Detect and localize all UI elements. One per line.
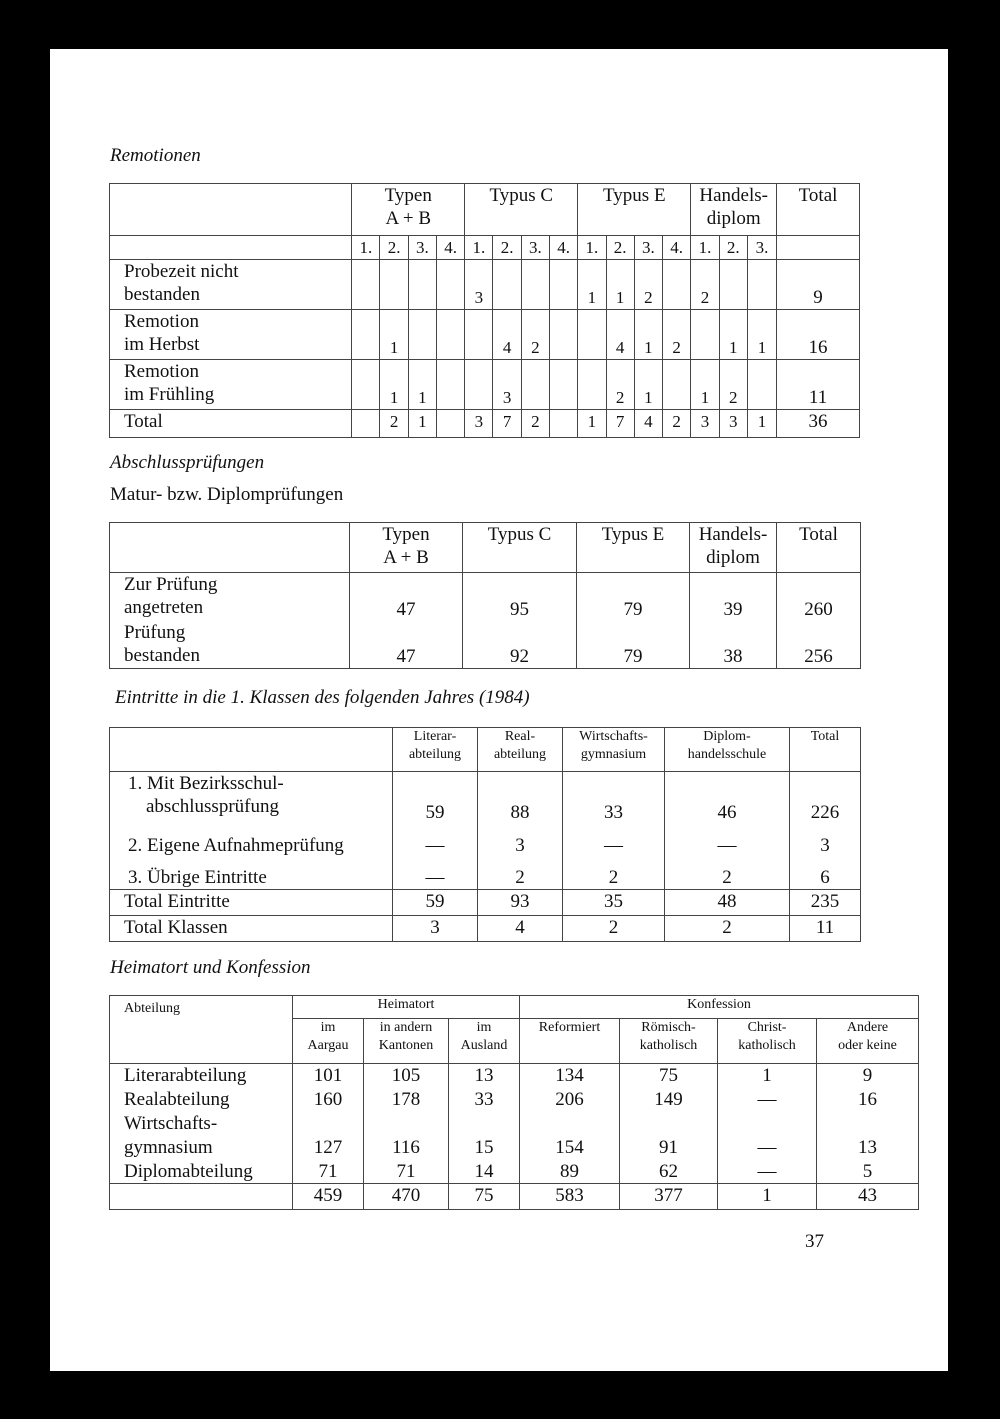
- table-row: [110, 772, 861, 824]
- group-label: diplom: [706, 208, 761, 229]
- eintritte-title: Eintritte in die 1. Klassen des folgenden Jahres (1984): [115, 687, 530, 708]
- cell: 127: [293, 1136, 364, 1160]
- cell: 2: [606, 360, 634, 410]
- cell: 75: [620, 1064, 718, 1088]
- cell: [352, 260, 380, 310]
- cell: [747, 360, 776, 410]
- cell: 13: [817, 1136, 919, 1160]
- eintritte-table: [109, 727, 861, 942]
- cell: 1: [380, 360, 408, 410]
- total-cell: 11: [777, 360, 860, 410]
- totals-row: [110, 1184, 919, 1210]
- konfession-head: Konfession: [520, 996, 919, 1019]
- cell: 2: [521, 310, 549, 360]
- cell: 16: [817, 1088, 919, 1112]
- head-wirtschaft: Wirtschafts- gymnasium: [563, 728, 665, 772]
- cell: 1: [408, 360, 436, 410]
- cell: [691, 310, 719, 360]
- heimat-title: Heimatort und Konfession: [110, 957, 311, 978]
- subhead: Reformiert: [520, 1019, 620, 1064]
- row-label: Total: [110, 410, 352, 438]
- subcol: 4.: [663, 236, 691, 260]
- subhead: im Ausland: [449, 1019, 520, 1064]
- abschluss-title: Abschlussprüfungen: [110, 452, 265, 473]
- cell: 256: [777, 621, 861, 669]
- cell: [663, 260, 691, 310]
- cell: 1: [634, 360, 662, 410]
- total-cell: 1: [718, 1184, 817, 1210]
- row-label: Wirtschafts-: [110, 1112, 293, 1136]
- cell: 93: [478, 890, 563, 916]
- remotionen-table: [109, 183, 860, 438]
- cell: 62: [620, 1160, 718, 1184]
- group-label: A + B: [385, 208, 431, 229]
- cell: 3: [790, 824, 861, 857]
- head-typen-ab: Typen A + B: [350, 523, 463, 573]
- row-label: Realabteilung: [110, 1088, 293, 1112]
- group-label: Handels-: [699, 185, 768, 206]
- cell: 1: [747, 310, 776, 360]
- document-page: [50, 49, 948, 1371]
- total-cell: 43: [817, 1184, 919, 1210]
- subcol: 4.: [436, 236, 464, 260]
- table-row: [110, 1112, 919, 1136]
- page-number: 37: [805, 1231, 824, 1252]
- cell: 14: [449, 1160, 520, 1184]
- cell: —: [563, 824, 665, 857]
- cell: 35: [563, 890, 665, 916]
- subcol: 2.: [606, 236, 634, 260]
- cell: [352, 360, 380, 410]
- cell: 13: [449, 1064, 520, 1088]
- subhead: Christ- katholisch: [718, 1019, 817, 1064]
- cell: 9: [817, 1064, 919, 1088]
- pruefung-table: [109, 522, 861, 669]
- cell: 91: [620, 1136, 718, 1160]
- cell: 154: [520, 1136, 620, 1160]
- subcol: 2.: [380, 236, 408, 260]
- cell: [549, 260, 577, 310]
- row-label: Literarabteilung: [110, 1064, 293, 1088]
- cell: 1: [719, 310, 747, 360]
- cell: 3: [465, 410, 493, 438]
- subcol: 3.: [521, 236, 549, 260]
- total-cell: 36: [777, 410, 860, 438]
- cell: [663, 360, 691, 410]
- cell: 7: [606, 410, 634, 438]
- abteilung-head: Abteilung: [110, 996, 293, 1064]
- cell: [408, 310, 436, 360]
- subhead: Römisch- katholisch: [620, 1019, 718, 1064]
- cell: —: [665, 824, 790, 857]
- cell: 2: [521, 410, 549, 438]
- head-handelsdiplom: Handels- diplom: [690, 523, 777, 573]
- subcol-row: [110, 236, 860, 260]
- cell: —: [718, 1136, 817, 1160]
- cell: 2: [665, 916, 790, 942]
- total-cell: 377: [620, 1184, 718, 1210]
- group-total: [777, 184, 860, 236]
- cell: —: [718, 1088, 817, 1112]
- cell: 2: [663, 310, 691, 360]
- cell: 2: [663, 410, 691, 438]
- total-cell: 9: [777, 260, 860, 310]
- cell: 71: [364, 1160, 449, 1184]
- cell: 1: [747, 410, 776, 438]
- cell: 79: [577, 573, 690, 621]
- row-label: Remotion im Herbst: [110, 310, 352, 360]
- subcol: 1.: [578, 236, 606, 260]
- cell: [436, 310, 464, 360]
- head-total: Total: [790, 728, 861, 772]
- row-label: 2. Eigene Aufnahmeprüfung: [110, 824, 393, 857]
- cell: 48: [665, 890, 790, 916]
- cell: [436, 260, 464, 310]
- total-cell: 75: [449, 1184, 520, 1210]
- subcol: 2.: [719, 236, 747, 260]
- total-cell: 16: [777, 310, 860, 360]
- table-row: [110, 1064, 919, 1088]
- total-row: [110, 410, 860, 438]
- table-row: [110, 890, 861, 916]
- cell: 3: [493, 360, 521, 410]
- cell: [352, 310, 380, 360]
- cell: 1: [691, 360, 719, 410]
- row-label: 3. Übrige Eintritte: [110, 857, 393, 890]
- table-row: [110, 824, 861, 857]
- row-label: Diplomabteilung: [110, 1160, 293, 1184]
- row-label: gymnasium: [110, 1136, 293, 1160]
- cell: 1: [408, 410, 436, 438]
- subhead: im Aargau: [293, 1019, 364, 1064]
- cell: 1: [380, 310, 408, 360]
- group-label: Typen: [384, 185, 432, 206]
- cell: 226: [790, 772, 861, 824]
- cell: [549, 310, 577, 360]
- group-label: Total: [798, 185, 838, 206]
- subcol: 1.: [352, 236, 380, 260]
- cell: 59: [393, 772, 478, 824]
- cell: 88: [478, 772, 563, 824]
- cell: [380, 260, 408, 310]
- cell: 39: [690, 573, 777, 621]
- row-label: Prüfung bestanden: [110, 621, 350, 669]
- group-label: Typus C: [489, 185, 554, 206]
- cell: 59: [393, 890, 478, 916]
- cell: 206: [520, 1088, 620, 1112]
- group-typen-ab: [352, 184, 465, 236]
- cell: 2: [563, 857, 665, 890]
- cell: 3: [478, 824, 563, 857]
- cell: 5: [817, 1160, 919, 1184]
- cell: [521, 360, 549, 410]
- cell: 46: [665, 772, 790, 824]
- subcol: 1.: [691, 236, 719, 260]
- row-label: 1. Mit Bezirksschul- abschlussprüfung: [110, 772, 393, 824]
- group-typus-c: [465, 184, 578, 236]
- cell: 149: [620, 1088, 718, 1112]
- table-row: [110, 360, 860, 410]
- cell: 1: [634, 310, 662, 360]
- cell: [549, 360, 577, 410]
- cell: 2: [478, 857, 563, 890]
- heimatort-head: Heimatort: [293, 996, 520, 1019]
- remotionen-title: Remotionen: [110, 145, 201, 166]
- cell: 71: [293, 1160, 364, 1184]
- cell: 101: [293, 1064, 364, 1088]
- cell: 7: [493, 410, 521, 438]
- table-row: [110, 1136, 919, 1160]
- cell: [719, 260, 747, 310]
- cell: 2: [634, 260, 662, 310]
- subhead: Andere oder keine: [817, 1019, 919, 1064]
- cell: [549, 410, 577, 438]
- cell: —: [393, 824, 478, 857]
- cell: 1: [578, 410, 606, 438]
- subcol: 4.: [549, 236, 577, 260]
- cell: 2: [380, 410, 408, 438]
- cell: 47: [350, 621, 463, 669]
- heimat-table: [109, 995, 919, 1210]
- total-cell: 583: [520, 1184, 620, 1210]
- corner-cell: [110, 184, 352, 236]
- cell: 4: [493, 310, 521, 360]
- cell: 95: [463, 573, 577, 621]
- cell: [578, 310, 606, 360]
- matur-subtitle: Matur- bzw. Diplomprüfungen: [110, 484, 344, 505]
- cell: 15: [449, 1136, 520, 1160]
- table-row: [110, 857, 861, 890]
- head-typus-e: Typus E: [577, 523, 690, 573]
- row-label: Probezeit nicht bestanden: [110, 260, 352, 310]
- cell: 116: [364, 1136, 449, 1160]
- cell: 3: [719, 410, 747, 438]
- table-row: [110, 1160, 919, 1184]
- subhead: in andern Kantonen: [364, 1019, 449, 1064]
- cell: [493, 260, 521, 310]
- cell: [465, 360, 493, 410]
- cell: [408, 260, 436, 310]
- cell: [465, 310, 493, 360]
- cell: [521, 260, 549, 310]
- cell: [352, 410, 380, 438]
- cell: 4: [478, 916, 563, 942]
- cell: 1: [606, 260, 634, 310]
- cell: [436, 360, 464, 410]
- row-label: Zur Prüfung angetreten: [110, 573, 350, 621]
- cell: 134: [520, 1064, 620, 1088]
- cell: 178: [364, 1088, 449, 1112]
- cell: —: [393, 857, 478, 890]
- total-cell: 470: [364, 1184, 449, 1210]
- row-label: Total Klassen: [110, 916, 393, 942]
- table-row: [110, 573, 861, 621]
- row-label: Remotion im Frühling: [110, 360, 352, 410]
- subcol: 3.: [408, 236, 436, 260]
- row-label: Total Eintritte: [110, 890, 393, 916]
- cell: 235: [790, 890, 861, 916]
- head-real: Real- abteilung: [478, 728, 563, 772]
- group-label: Typus E: [603, 185, 666, 206]
- table-row: [110, 1088, 919, 1112]
- cell: 38: [690, 621, 777, 669]
- cell: 6: [790, 857, 861, 890]
- cell: 160: [293, 1088, 364, 1112]
- cell: 4: [634, 410, 662, 438]
- cell: 1: [718, 1064, 817, 1088]
- cell: 47: [350, 573, 463, 621]
- subcol: 3.: [747, 236, 776, 260]
- group-typus-e: [578, 184, 691, 236]
- table-row: [110, 621, 861, 669]
- cell: [747, 260, 776, 310]
- cell: 4: [606, 310, 634, 360]
- cell: 33: [563, 772, 665, 824]
- table-row: [110, 260, 860, 310]
- cell: 260: [777, 573, 861, 621]
- cell: 1: [578, 260, 606, 310]
- cell: 33: [449, 1088, 520, 1112]
- subcol: 2.: [493, 236, 521, 260]
- cell: 3: [691, 410, 719, 438]
- cell: 89: [520, 1160, 620, 1184]
- subcol: 1.: [465, 236, 493, 260]
- total-cell: 459: [293, 1184, 364, 1210]
- subcol: 3.: [634, 236, 662, 260]
- head-diplom: Diplom- handelsschule: [665, 728, 790, 772]
- group-handelsdiplom: [691, 184, 777, 236]
- cell: 11: [790, 916, 861, 942]
- table-row: [110, 916, 861, 942]
- cell: [578, 360, 606, 410]
- head-literar: Literar- abteilung: [393, 728, 478, 772]
- cell: 2: [665, 857, 790, 890]
- cell: 92: [463, 621, 577, 669]
- cell: 79: [577, 621, 690, 669]
- cell: 3: [393, 916, 478, 942]
- table-row: [110, 310, 860, 360]
- cell: 2: [563, 916, 665, 942]
- cell: 3: [465, 260, 493, 310]
- cell: —: [718, 1160, 817, 1184]
- cell: [436, 410, 464, 438]
- head-typus-c: Typus C: [463, 523, 577, 573]
- cell: 105: [364, 1064, 449, 1088]
- cell: 2: [719, 360, 747, 410]
- head-total: Total: [777, 523, 861, 573]
- cell: 2: [691, 260, 719, 310]
